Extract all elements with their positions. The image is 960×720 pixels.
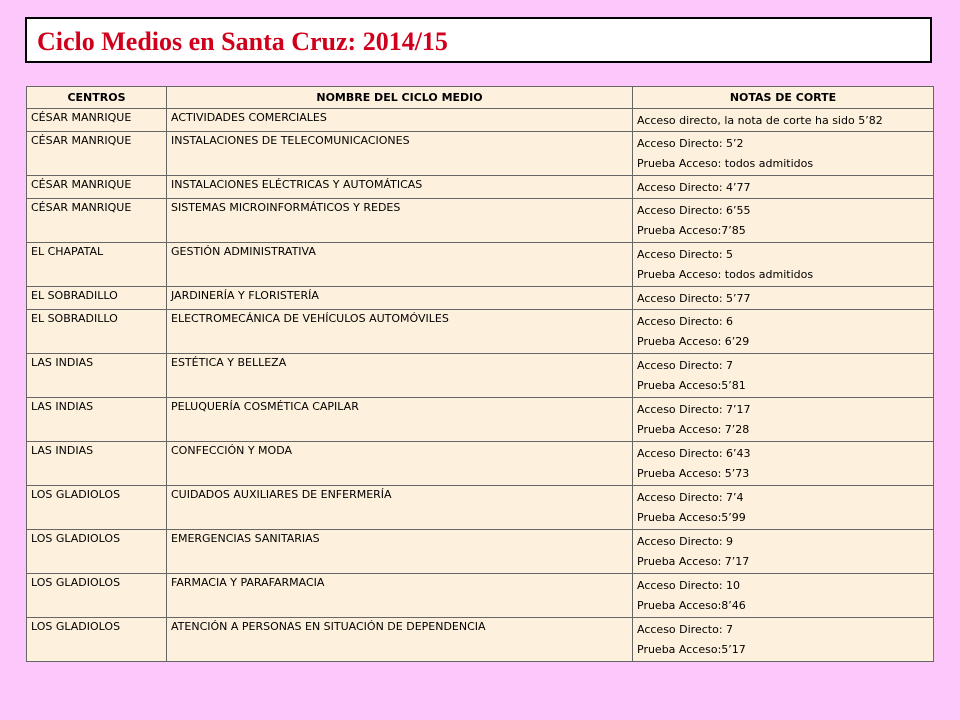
cell-notas xyxy=(633,109,934,132)
cell-notas xyxy=(633,398,934,442)
cell-notas xyxy=(633,243,934,287)
nota-line: Acceso Directo: 4’77 xyxy=(637,181,751,194)
nota-line: Acceso Directo: 7 xyxy=(637,623,734,636)
cell-ciclo: INSTALACIONES DE TELECOMUNICACIONES xyxy=(167,132,633,176)
table-row xyxy=(27,354,934,398)
cell-ciclo: SISTEMAS MICROINFORMÁTICOS Y REDES xyxy=(167,199,633,243)
nota-line: Acceso Directo: 7 xyxy=(637,359,734,372)
page-title: Ciclo Medios en Santa Cruz: 2014/15 xyxy=(37,27,448,56)
cell-centro: EL SOBRADILLO xyxy=(27,287,167,310)
cell-notas xyxy=(633,354,934,398)
cell-ciclo: JARDINERÍA Y FLORISTERÍA xyxy=(167,287,633,310)
cell-ciclo: ESTÉTICA Y BELLEZA xyxy=(167,354,633,398)
table-row xyxy=(27,310,934,354)
table-row xyxy=(27,176,934,199)
table-row xyxy=(27,199,934,243)
nota-line: Prueba Acceso: 7’28 xyxy=(637,423,750,436)
nota-line: Acceso Directo: 7’4 xyxy=(637,491,744,504)
nota-line: Acceso Directo: 6’43 xyxy=(637,447,751,460)
cell-centro: CÉSAR MANRIQUE xyxy=(27,109,167,132)
nota-line: Prueba Acceso:8’46 xyxy=(637,599,746,612)
cell-centro: EL SOBRADILLO xyxy=(27,310,167,354)
cell-ciclo: PELUQUERÍA COSMÉTICA CAPILAR xyxy=(167,398,633,442)
nota-line: Acceso Directo: 5’77 xyxy=(637,292,751,305)
table-row xyxy=(27,486,934,530)
table-row xyxy=(27,618,934,662)
table-row xyxy=(27,442,934,486)
cell-ciclo: ACTIVIDADES COMERCIALES xyxy=(167,109,633,132)
table-row xyxy=(27,132,934,176)
nota-line: Prueba Acceso: 7’17 xyxy=(637,555,750,568)
nota-line: Prueba Acceso: 6’29 xyxy=(637,335,750,348)
nota-line: Acceso Directo: 6’55 xyxy=(637,204,751,217)
cell-centro: LAS INDIAS xyxy=(27,354,167,398)
cell-centro: LOS GLADIOLOS xyxy=(27,486,167,530)
cell-notas xyxy=(633,176,934,199)
cell-notas xyxy=(633,287,934,310)
table-row xyxy=(27,398,934,442)
table-body xyxy=(27,109,934,662)
nota-line: Acceso Directo: 9 xyxy=(637,535,734,548)
nota-line: Acceso Directo: 5 xyxy=(637,248,734,261)
cell-centro: LAS INDIAS xyxy=(27,398,167,442)
header-centros: CENTROS xyxy=(27,87,167,109)
cell-ciclo: GESTIÓN ADMINISTRATIVA xyxy=(167,243,633,287)
cell-ciclo: CONFECCIÓN Y MODA xyxy=(167,442,633,486)
nota-line: Acceso directo, la nota de corte ha sido 5’82 xyxy=(637,114,883,127)
cell-ciclo: CUIDADOS AUXILIARES DE ENFERMERÍA xyxy=(167,486,633,530)
cell-centro: CÉSAR MANRIQUE xyxy=(27,199,167,243)
table-row xyxy=(27,287,934,310)
nota-line: Prueba Acceso:5’99 xyxy=(637,511,746,524)
nota-line: Prueba Acceso: 5’73 xyxy=(637,467,750,480)
cell-centro: CÉSAR MANRIQUE xyxy=(27,176,167,199)
cell-notas xyxy=(633,310,934,354)
cell-notas xyxy=(633,574,934,618)
cell-centro: CÉSAR MANRIQUE xyxy=(27,132,167,176)
cell-ciclo: ELECTROMECÁNICA DE VEHÍCULOS AUTOMÓVILES xyxy=(167,310,633,354)
cell-ciclo: FARMACIA Y PARAFARMACIA xyxy=(167,574,633,618)
cell-ciclo: INSTALACIONES ELÉCTRICAS Y AUTOMÁTICAS xyxy=(167,176,633,199)
table-row xyxy=(27,109,934,132)
header-nombre-ciclo: NOMBRE DEL CICLO MEDIO xyxy=(167,87,633,109)
cell-notas xyxy=(633,442,934,486)
cell-centro: LOS GLADIOLOS xyxy=(27,530,167,574)
nota-line: Acceso Directo: 7’17 xyxy=(637,403,751,416)
nota-line: Prueba Acceso: todos admitidos xyxy=(637,157,814,170)
cell-notas xyxy=(633,486,934,530)
nota-line: Acceso Directo: 5’2 xyxy=(637,137,744,150)
table-row xyxy=(27,530,934,574)
table-header-row xyxy=(27,87,934,109)
table-row xyxy=(27,243,934,287)
cell-centro: LOS GLADIOLOS xyxy=(27,574,167,618)
cell-centro: LAS INDIAS xyxy=(27,442,167,486)
cell-notas xyxy=(633,618,934,662)
cell-notas xyxy=(633,132,934,176)
header-notas-corte: NOTAS DE CORTE xyxy=(633,87,934,109)
cell-notas xyxy=(633,530,934,574)
title-box xyxy=(25,17,932,63)
nota-line: Prueba Acceso:5’81 xyxy=(637,379,746,392)
cut-off-grades-table xyxy=(26,86,934,662)
cell-centro: EL CHAPATAL xyxy=(27,243,167,287)
nota-line: Acceso Directo: 6 xyxy=(637,315,734,328)
nota-line: Prueba Acceso:5’17 xyxy=(637,643,746,656)
cell-notas xyxy=(633,199,934,243)
table-row xyxy=(27,574,934,618)
nota-line: Acceso Directo: 10 xyxy=(637,579,741,592)
cell-centro: LOS GLADIOLOS xyxy=(27,618,167,662)
cell-ciclo: EMERGENCIAS SANITARIAS xyxy=(167,530,633,574)
cell-ciclo: ATENCIÓN A PERSONAS EN SITUACIÓN DE DEPENDENCIA xyxy=(167,618,633,662)
nota-line: Prueba Acceso: todos admitidos xyxy=(637,268,814,281)
nota-line: Prueba Acceso:7’85 xyxy=(637,224,746,237)
